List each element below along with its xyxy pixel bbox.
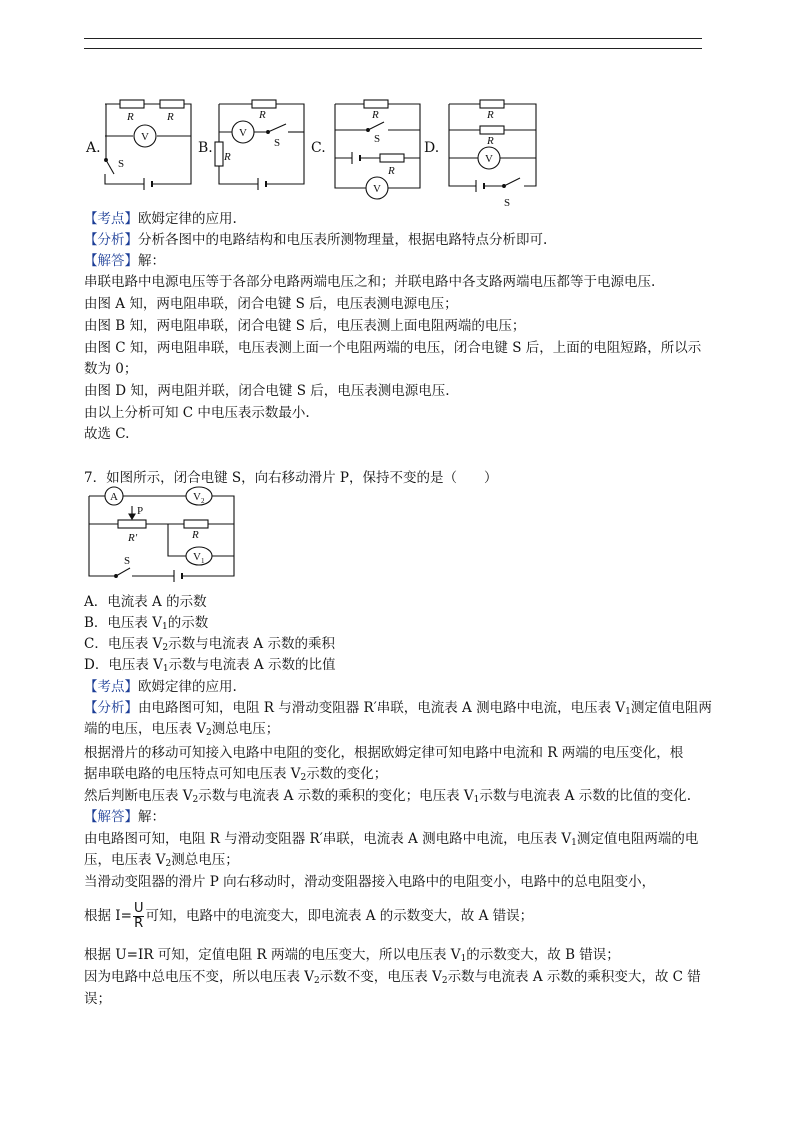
q6-option-a-label: A. bbox=[86, 140, 101, 156]
q7-fenxi-line: 根据滑片的移动可知接入电路中电阻的变化，根据欧姆定律可知电路中电流和 R 两端的电压变化，根 bbox=[84, 745, 684, 761]
q7-slider-p: P bbox=[137, 505, 144, 517]
q6-line: 由图 D 知，两电阻并联，闭合电键 S 后，电压表测电源电压. bbox=[84, 383, 450, 399]
q6-a-r1: R bbox=[127, 111, 134, 123]
q6-kaodian bbox=[84, 209, 237, 229]
jieda-tag: 【解答】 bbox=[84, 809, 138, 825]
q7-jieda-line: 由电路图可知，电阻 R 与滑动变阻器 R′串联，电流表 A 测电路中电流，电压表 $V_1$测定值电阻两端的电 bbox=[84, 831, 699, 848]
q7-formula-line: 根据 I= $\frac{U}{R}$ 可知，电路中的电流变大，即电流表 A 的示数变大，故 A 错误； bbox=[84, 901, 534, 931]
fenxi-tag: 【分析】 bbox=[84, 232, 138, 248]
jieda-text: 解： bbox=[138, 809, 165, 825]
ohm-fraction: $\frac{U}{R}$ bbox=[133, 901, 144, 931]
q7-tail-line: 误； bbox=[84, 991, 111, 1007]
jieda-text: 解： bbox=[138, 253, 165, 269]
q6-b-v: V bbox=[239, 127, 247, 139]
q7-fenxi-line: 据串联电路的电压特点可知电压表 $V_2$示数的变化； bbox=[84, 766, 388, 783]
q7-option-d: D．电压表 $V_1$示数与电流表 A 示数的比值 bbox=[84, 657, 336, 674]
fenxi-text: 分析各图中的电路结构和电压表所测物理量，根据电路特点分析即可. bbox=[138, 232, 548, 248]
q6-d-r1: R bbox=[487, 109, 494, 121]
q6-line: 串联电路中电源电压等于各部分电路两端电压之和；并联电路中各支路两端电压都等于电源电压. bbox=[84, 274, 656, 290]
q6-d-v: V bbox=[485, 153, 493, 165]
q7-voltmeter-v2: V bbox=[193, 491, 201, 503]
q6-circuit-c bbox=[330, 94, 426, 210]
q7-fenxi: 【分析】由电路图可知，电阻 R 与滑动变阻器 R′串联，电流表 A 测电路中电流，电压表 $V_1$测定值电阻两 bbox=[84, 700, 712, 717]
q7-voltmeter-v1: V bbox=[193, 551, 201, 563]
jieda-tag: 【解答】 bbox=[84, 253, 138, 269]
q7-stem: 7．如图所示，闭合电键 S，向右移动滑片 P，保持不变的是（ ） bbox=[84, 470, 498, 486]
q6-option-d-label: D. bbox=[424, 140, 440, 156]
q6-option-c-label: C. bbox=[311, 140, 326, 156]
q6-line: 由以上分析可知 C 中电压表示数最小. bbox=[84, 405, 310, 421]
q7-switch-s: S bbox=[124, 555, 131, 567]
q6-line: 故选 C. bbox=[84, 426, 130, 442]
q6-c-r1: R bbox=[372, 109, 379, 121]
header-rule-top bbox=[84, 38, 702, 39]
q7-jieda-line: 当滑动变阻器的滑片 P 向右移动时，滑动变阻器接入电路中的电阻变小，电路中的总电阻变小， bbox=[84, 874, 656, 890]
kaodian-text: 欧姆定律的应用. bbox=[138, 211, 237, 227]
q6-c-s: S bbox=[374, 133, 381, 145]
q6-line: 由图 B 知，两电阻串联，闭合电键 S 后，电压表测上面电阻两端的电压； bbox=[84, 318, 526, 334]
q6-b-r2: R bbox=[224, 151, 231, 163]
q6-option-b-label: B. bbox=[198, 140, 213, 156]
q7-rheostat: R′ bbox=[128, 532, 138, 544]
q7-jieda bbox=[84, 807, 165, 827]
q6-d-s: S bbox=[504, 197, 511, 209]
q6-a-v: V bbox=[141, 131, 149, 143]
q7-resistor: R bbox=[192, 529, 199, 541]
q6-c-r2: R bbox=[388, 165, 395, 177]
q7-tail-line: 根据 U=IR 可知，定值电阻 R 两端的电压变大，所以电压表 $V_1$的示数变大，故 B 错误； bbox=[84, 947, 620, 964]
q7-ammeter-a: A bbox=[110, 491, 118, 503]
kaodian-tag: 【考点】 bbox=[84, 679, 138, 695]
kaodian-tag: 【考点】 bbox=[84, 211, 138, 227]
header-rule-bottom bbox=[84, 48, 702, 49]
q6-circuit-a bbox=[100, 94, 196, 198]
q7-fenxi-line: 然后判断电压表 $V_2$示数与电流表 A 示数的乘积的变化；电压表 $V_1$示数与电流表 A 示数的比值的变化. bbox=[84, 788, 692, 805]
q6-c-v: V bbox=[373, 183, 381, 195]
q7-option-a: A．电流表 A 的示数 bbox=[84, 594, 207, 610]
q7-voltmeter-v1-sub: 1 bbox=[201, 557, 205, 565]
q7-fenxi-line: 端的电压，电压表 $V_2$测总电压； bbox=[84, 721, 280, 738]
q7-jieda-line: 压，电压表 $V_2$测总电压； bbox=[84, 852, 239, 869]
q6-line: 数为 0； bbox=[84, 361, 138, 377]
q6-jieda bbox=[84, 251, 165, 271]
q7-option-b: B．电压表 $V_1$的示数 bbox=[84, 615, 209, 632]
q7-circuit bbox=[84, 484, 240, 590]
q7-tail-line: 因为电路中总电压不变，所以电压表 $V_2$示数不变，电压表 $V_2$示数与电流表 A 示数的乘积变大，故 C 错 bbox=[84, 969, 701, 986]
q6-line: 由图 C 知，两电阻串联，电压表测上面一个电阻两端的电压，闭合电键 S 后，上面的电阻短路，所以示 bbox=[84, 340, 702, 356]
kaodian-text: 欧姆定律的应用. bbox=[138, 679, 237, 695]
q6-b-s: S bbox=[274, 137, 281, 149]
q7-kaodian bbox=[84, 677, 237, 697]
q6-fenxi bbox=[84, 230, 547, 250]
q7-option-c: C．电压表 $V_2$示数与电流表 A 示数的乘积 bbox=[84, 636, 335, 653]
q6-circuit-b bbox=[214, 94, 310, 198]
q6-circuit-d bbox=[444, 94, 540, 214]
q6-line: 由图 A 知，两电阻串联，闭合电键 S 后，电压表测电源电压； bbox=[84, 296, 458, 312]
q7-voltmeter-v2-sub: 2 bbox=[201, 497, 205, 505]
q6-a-r2: R bbox=[167, 111, 174, 123]
fenxi-tag: 【分析】 bbox=[84, 700, 138, 716]
q6-d-r2: R bbox=[487, 135, 494, 147]
q6-a-s: S bbox=[118, 158, 125, 170]
q6-b-r1: R bbox=[259, 109, 266, 121]
